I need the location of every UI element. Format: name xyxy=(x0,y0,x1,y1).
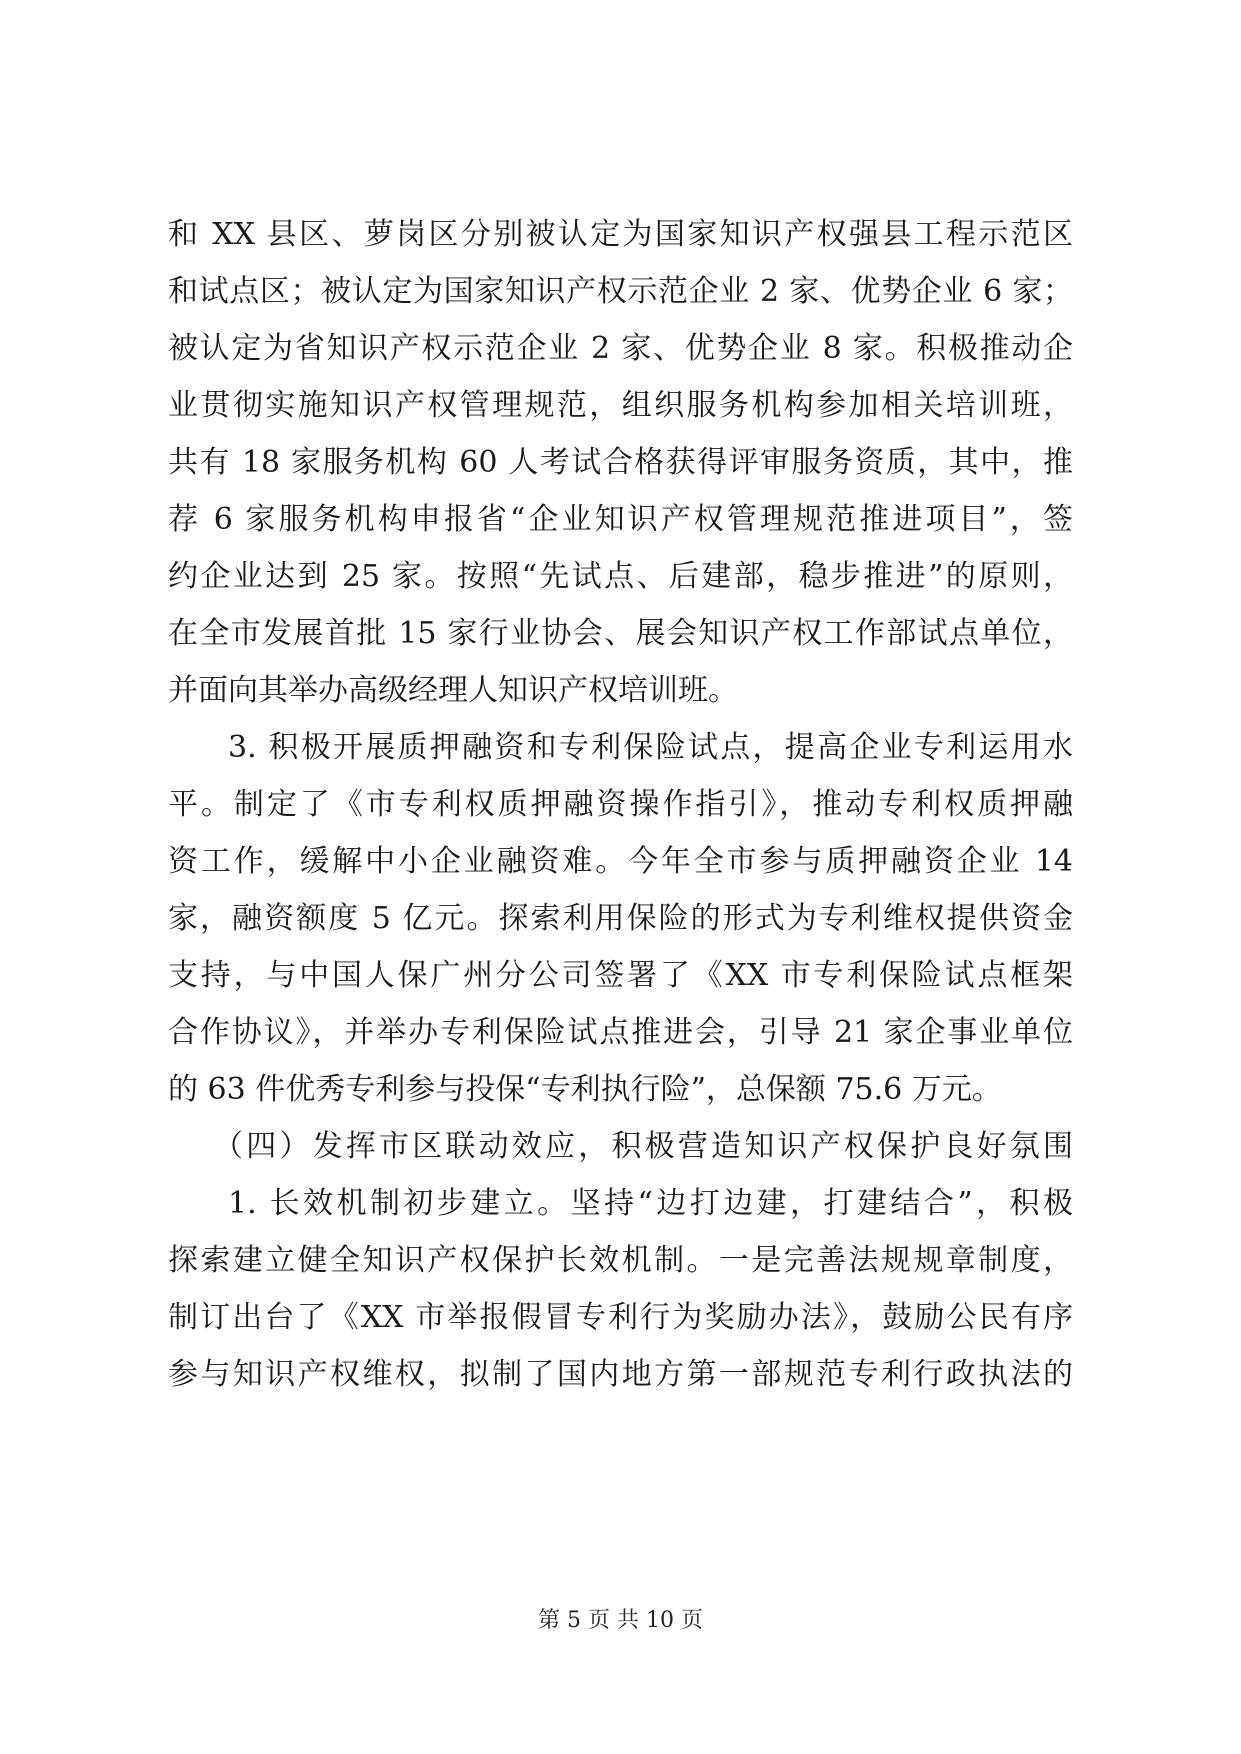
paragraph-line: 在全市发展首批 15 家行业协会、展会知识产权工作部试点单位， xyxy=(168,616,1073,651)
paragraph-line: 探索建立健全知识产权保护长效机制。一是完善法规规章制度， xyxy=(168,1243,1073,1278)
section-heading: （四）发挥市区联动效应，积极营造知识产权保护良好氛围 xyxy=(213,1129,1073,1164)
paragraph-line: 业贯彻实施知识产权管理规范，组织服务机构参加相关培训班， xyxy=(168,388,1073,423)
paragraph-line: 共有 18 家服务机构 60 人考试合格获得评审服务资质，其中，推 xyxy=(168,445,1073,480)
paragraph-line: 荐 6 家服务机构申报省“企业知识产权管理规范推进项目”，签 xyxy=(168,502,1073,537)
paragraph-line: 支持，与中国人保广州分公司签署了《XX 市专利保险试点框架 xyxy=(168,958,1073,993)
paragraph-line: 参与知识产权维权，拟制了国内地方第一部规范专利行政执法的 xyxy=(168,1357,1073,1392)
paragraph-line: 和试点区；被认定为国家知识产权示范企业 2 家、优势企业 6 家； xyxy=(168,274,1073,309)
paragraph-line: 的 63 件优秀专利参与投保“专利执行险”，总保额 75.6 万元。 xyxy=(168,1072,1002,1107)
paragraph-line: 被认定为省知识产权示范企业 2 家、优势企业 8 家。积极推动企 xyxy=(168,331,1073,366)
paragraph-line: 3. 积极开展质押融资和专利保险试点，提高企业专利运用水 xyxy=(228,730,1073,765)
paragraph-line: 平。制定了《市专利权质押融资操作指引》，推动专利权质押融 xyxy=(168,787,1073,822)
paragraph-line: 并面向其举办高级经理人知识产权培训班。 xyxy=(168,673,738,708)
paragraph-line: 1. 长效机制初步建立。坚持“边打边建，打建结合”，积极 xyxy=(228,1186,1073,1221)
paragraph-line: 家，融资额度 5 亿元。探索利用保险的形式为专利维权提供资金 xyxy=(168,901,1073,936)
paragraph-line: 约企业达到 25 家。按照“先试点、后建部，稳步推进”的原则， xyxy=(168,559,1073,594)
paragraph-line: 资工作，缓解中小企业融资难。今年全市参与质押融资企业 14 xyxy=(168,844,1073,879)
paragraph-line: 和 XX 县区、萝岗区分别被认定为国家知识产权强县工程示范区 xyxy=(168,217,1073,252)
paragraph-line: 制订出台了《XX 市举报假冒专利行为奖励办法》，鼓励公民有序 xyxy=(168,1300,1073,1335)
paragraph-line: 合作协议》，并举办专利保险试点推进会，引导 21 家企事业单位 xyxy=(168,1015,1073,1050)
page-number-footer: 第 5 页 共 10 页 xyxy=(538,1608,703,1633)
